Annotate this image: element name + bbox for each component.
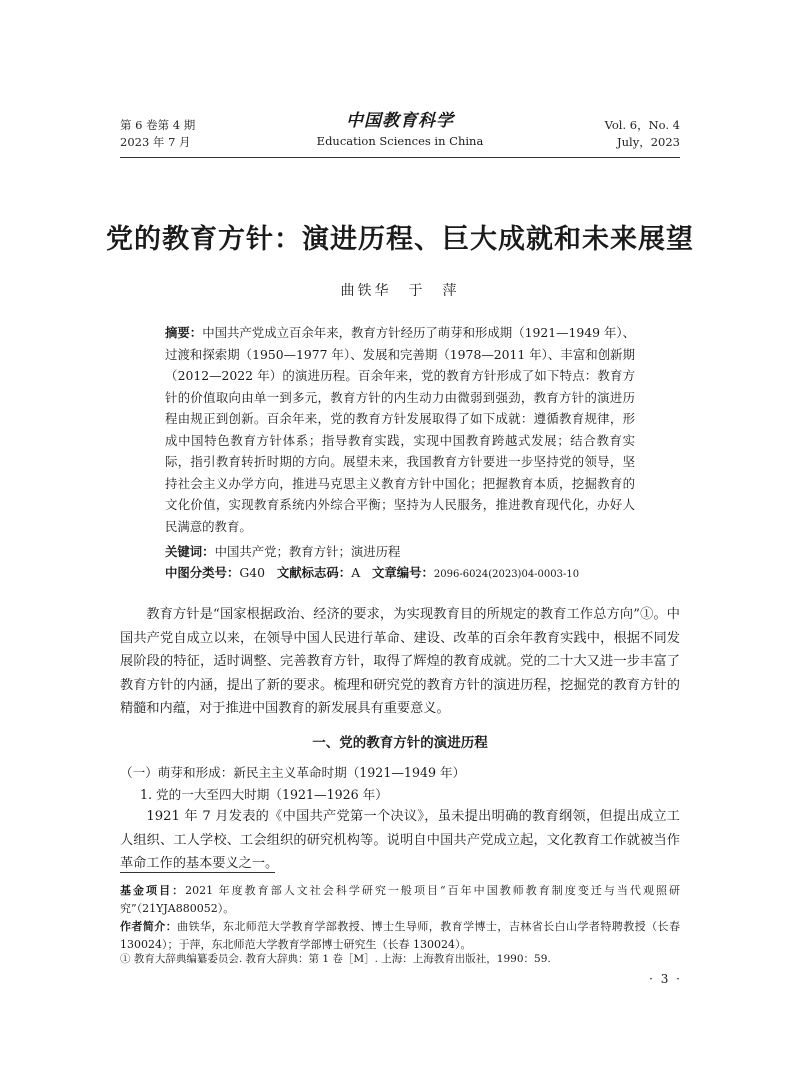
keywords-text: 中国共产党；教育方针；演进历程 xyxy=(214,544,401,559)
abstract-label: 摘要： xyxy=(165,325,203,340)
footnote-fund xyxy=(120,882,680,917)
sub-subsection-heading: 1. 党的一大至四大时期（1921—1926 年） xyxy=(140,787,388,802)
article-no-label: 文章编号： xyxy=(371,565,434,580)
footnote-reference: ① 教育大辞典编纂委员会. 教育大辞典：第 1 卷［M］. 上海：上海教育出版社，1990：59. xyxy=(120,953,551,965)
section-heading: 一、党的教育方针的演进历程 xyxy=(312,735,488,751)
date-cn: 2023 年 7 月 xyxy=(120,135,191,149)
article-authors: 曲铁华 于 萍 xyxy=(340,283,460,299)
volume-issue-en: Vol. 6，No. 4 xyxy=(604,118,680,132)
abstract xyxy=(165,322,635,537)
intro-paragraph: 教育方针是“国家根据政治、经济的要求，为实现教育目的所规定的教育工作总方向”①。中国共产党自成立以来，在领导中国人民进行革命、建设、改革的百余年教育实践中，根据不同发展阶段的特征，适时调整、完善教育方针，取得了辉煌的教育成就。党的二十大又进一步丰富了教育方针的内涵，提出了新的要求。梳理和研究党的教育方针的演进历程，挖掘党的教育方针的精髓和内蕴，对于推进中国教育的新发展具有重要意义。 xyxy=(120,607,680,716)
fund-text: 2021 年度教育部人文社会科学研究一般项目“百年中国教师教育制度变迁与当代观照研究”（21YJA880052）。 xyxy=(120,884,680,915)
keywords-label: 关键词： xyxy=(165,544,215,559)
author-info-text: 曲铁华，东北师范大学教育学部教授、博士生导师，教育学博士，吉林省长白山学者特聘教授（长春 130024）；于萍，东北师范大学教育学部博士研究生（长春 130024）。 xyxy=(120,920,680,951)
body-paragraph: 1921 年 7 月发表的《中国共产党第一个决议》，虽未提出明确的教育纲领，但提出成立工人组织、工人学校、工会组织的研究机构等。说明自中国共产党成立起，文化教育工作就被当作革命工作的基本要义之一。 xyxy=(120,809,680,871)
author-info-label: 作者简介： xyxy=(120,920,178,933)
footnote-rule xyxy=(120,872,275,873)
doc-code-label: 文献标志码： xyxy=(276,565,352,580)
journal-title-cn: 中国教育科学 xyxy=(346,111,454,131)
subsection-heading: （一）萌芽和形成：新民主主义革命时期（1921—1949 年） xyxy=(120,765,466,780)
clc-value: G40 xyxy=(239,565,266,580)
page-number: · 3 · xyxy=(649,972,682,986)
article-no-value: 2096-6024(2023)04-0003-10 xyxy=(433,569,580,580)
classification-line xyxy=(165,562,635,585)
journal-title-en: Education Sciences in China xyxy=(316,134,484,148)
abstract-text: 中国共产党成立百余年来，教育方针经历了萌芽和形成期（1921—1949 年）、过渡和探索期（1950—1977 年）、发展和完善期（1978—2011 年）、丰富和创新期（2012—2022 年）的演进历程。百余年来，党的教育方针形成了如下特点：教育方针的价值取向由单一到多元，教育方针的内生动力由微弱到强劲，教育方针的演进历程由规正到创新。百余年来，党的教育方针发展取得了如下成就：遵循教育规律，形成中国特色教育方针体系；指导教育实践，实现中国教育跨越式发展；结合教育实际，指引教育转折时期的方向。展望未来，我国教育方针要进一步坚持党的领导，坚持社会主义办学方向，推进马克思主义教育方针中国化；把握教育本质，挖掘教育的文化价值，实现教育系统内外综合平衡；坚持为人民服务，推进教育现代化，办好人民满意的教育。 xyxy=(165,325,635,534)
footnote-author xyxy=(120,918,680,953)
running-header-right xyxy=(605,117,680,151)
clc-label: 中图分类号： xyxy=(165,565,240,580)
doc-code-value: A xyxy=(351,565,361,580)
running-header-center xyxy=(0,110,800,149)
keywords xyxy=(165,541,635,562)
header-rule xyxy=(120,157,680,158)
article-title: 党的教育方针：演进历程、巨大成就和未来展望 xyxy=(106,224,694,255)
volume-issue-cn: 第 6 卷第 4 期 xyxy=(120,118,196,132)
date-en: July，2023 xyxy=(617,135,680,149)
fund-label: 基金项目： xyxy=(120,884,186,897)
